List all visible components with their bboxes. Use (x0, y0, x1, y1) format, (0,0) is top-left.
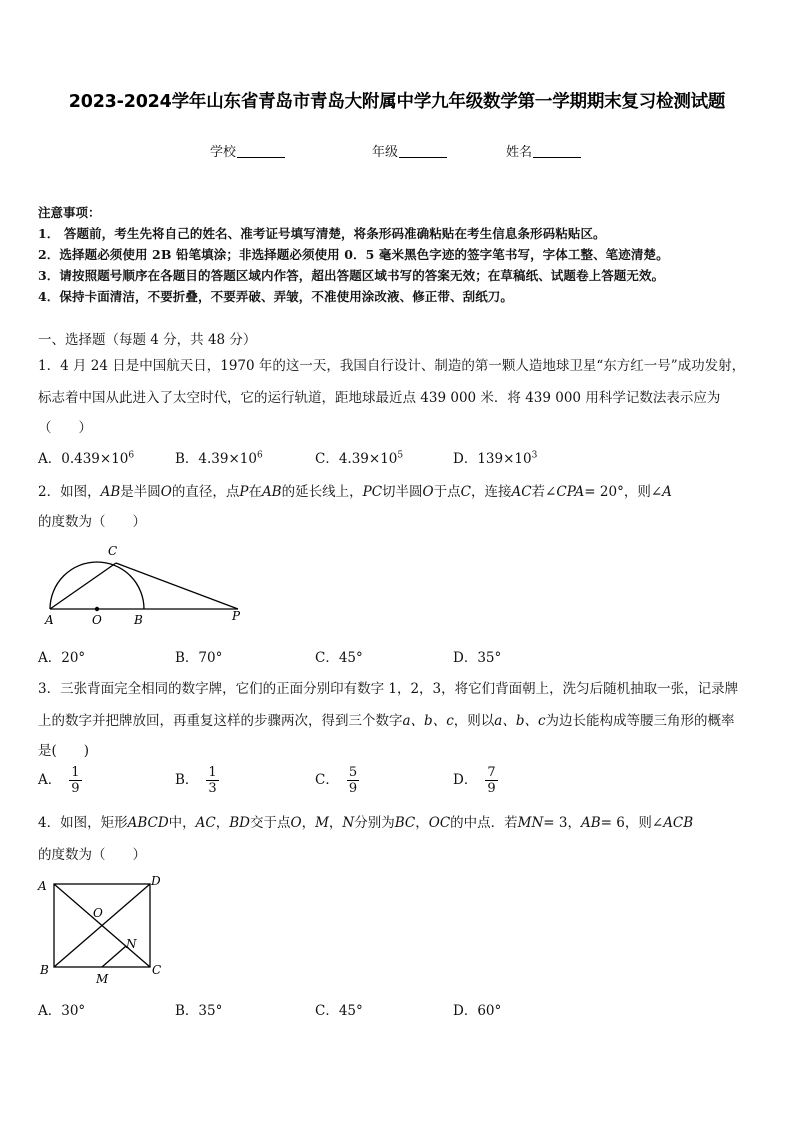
label-a: A (45, 613, 54, 627)
q3-line2: 上的数字并把牌放回，再重复这样的步骤两次，得到三个数字a、b、c，则以a、b、c为边长能构成等腰三角形的概率 (38, 713, 735, 729)
q2-option-a[interactable]: A．20° (38, 650, 86, 666)
segment-mn (102, 946, 126, 967)
notes-title: 注意事项： (38, 205, 101, 220)
label-o: O (92, 613, 102, 627)
q1-line3: （ ） (38, 420, 92, 436)
fraction: $\frac{1}{3}$ (208, 765, 217, 796)
q2-option-c[interactable]: C．45° (315, 650, 363, 666)
q2-option-b[interactable]: B．70° (175, 650, 223, 666)
name-blank[interactable] (533, 145, 581, 158)
q3-line1: 3．三张背面完全相同的数字牌，它们的正面分别印有数字 1，2，3，将它们背面朝上，洗匀后随机抽取一张，记录牌 (38, 681, 739, 697)
label-c: C (108, 544, 118, 558)
grade-blank[interactable] (399, 145, 447, 158)
label-d: D (151, 874, 161, 888)
q1-option-b[interactable]: B．$4.39\times 10^6$ (175, 450, 263, 467)
q3-option-c[interactable]: C． $\frac{5}{9}$ (315, 765, 358, 796)
grade-field (372, 141, 447, 160)
label-b: B (40, 963, 49, 977)
label-a: A (38, 879, 47, 893)
label-p: P (232, 609, 241, 623)
q2-option-d[interactable]: D．35° (453, 650, 502, 666)
q1-option-a[interactable]: A．$0.439\times 10^6$ (38, 450, 135, 467)
name-field (506, 141, 581, 160)
label-c: C (152, 963, 162, 977)
fraction: $\frac{5}{9}$ (348, 765, 358, 796)
note-item: 2．选择题必须使用 2B 铅笔填涂；非选择题必须使用 0．5 毫米黑色字迹的签字笔书写，字体工整、笔迹清楚。 (38, 247, 669, 262)
center-point (95, 607, 99, 611)
line-ac (50, 563, 116, 609)
note-item: 1． 答题前，考生先将自己的姓名、准考证号填写清楚，将条形码准确粘贴在考生信息条形码粘贴区。 (38, 226, 606, 241)
q2-line1: 2．如图，AB是半圆O的直径，点P在AB的延长线上，PC切半圆O于点C，连接AC若∠CPA= 20°，则∠A (38, 484, 672, 500)
q1-line1: 1．4 月 24 日是中国航天日，1970 年的这一天，我国自行设计、制造的第一颗人造地球卫星“东方红一号”成功发射， (38, 358, 746, 374)
tangent-pc (116, 563, 238, 609)
school-label: 学校 (210, 145, 237, 160)
q4-option-a[interactable]: A．30° (38, 1003, 86, 1019)
section-title: 一、选择题（每题 4 分，共 48 分） (38, 332, 257, 348)
q4-option-d[interactable]: D．60° (453, 1003, 502, 1019)
q1-option-c[interactable]: C．$4.39\times 10^5$ (315, 450, 404, 467)
q4-line2: 的度数为（ ） (38, 847, 146, 863)
exam-title: 2023-2024学年山东省青岛市青岛大附属中学九年级数学第一学期期末复习检测试题 (68, 92, 726, 112)
q1-option-d[interactable]: D．$139\times 10^3$ (453, 450, 538, 467)
grade-label: 年级 (372, 145, 399, 160)
fraction: $\frac{1}{9}$ (71, 765, 80, 796)
school-blank[interactable] (237, 145, 285, 158)
fraction: $\frac{7}{9}$ (487, 765, 496, 796)
note-item: 4．保持卡面清洁，不要折叠，不要弄破、弄皱，不准使用涂改液、修正带、刮纸刀。 (38, 289, 513, 304)
q4-option-c[interactable]: C．45° (315, 1003, 363, 1019)
school-field (210, 141, 285, 160)
q3-line3: 是( ) (38, 743, 90, 759)
label-m: M (96, 972, 109, 986)
q3-option-d[interactable]: D． $\frac{7}{9}$ (453, 765, 496, 796)
name-label: 姓名 (506, 145, 533, 160)
q1-line2: 标志着中国从此进入了太空时代，它的运行轨道，距地球最近点 439 000 米．将 439 000 用科学记数法表示应为 (38, 390, 721, 406)
q4-option-b[interactable]: B．35° (175, 1003, 223, 1019)
q3-option-b[interactable]: B． $\frac{1}{3}$ (175, 765, 217, 796)
q2-line2: 的度数为（ ） (38, 514, 146, 530)
note-item: 3．请按照题号顺序在各题目的答题区域内作答，超出答题区域书写的答案无效；在草稿纸、试题卷上答题无效。 (38, 268, 665, 283)
semicircle-arc (50, 562, 144, 609)
label-b: B (134, 613, 143, 627)
label-n: N (126, 937, 137, 951)
q4-figure-rectangle (34, 870, 174, 988)
q4-line1: 4．如图，矩形ABCD中，AC，BD交于点O，M，N分别为BC，OC的中点．若MN= 3，AB= 6，则∠ACB (38, 815, 694, 831)
label-o: O (93, 906, 103, 920)
q2-figure-semicircle (36, 538, 256, 630)
q3-option-a[interactable]: A． $\frac{1}{9}$ (38, 765, 80, 796)
